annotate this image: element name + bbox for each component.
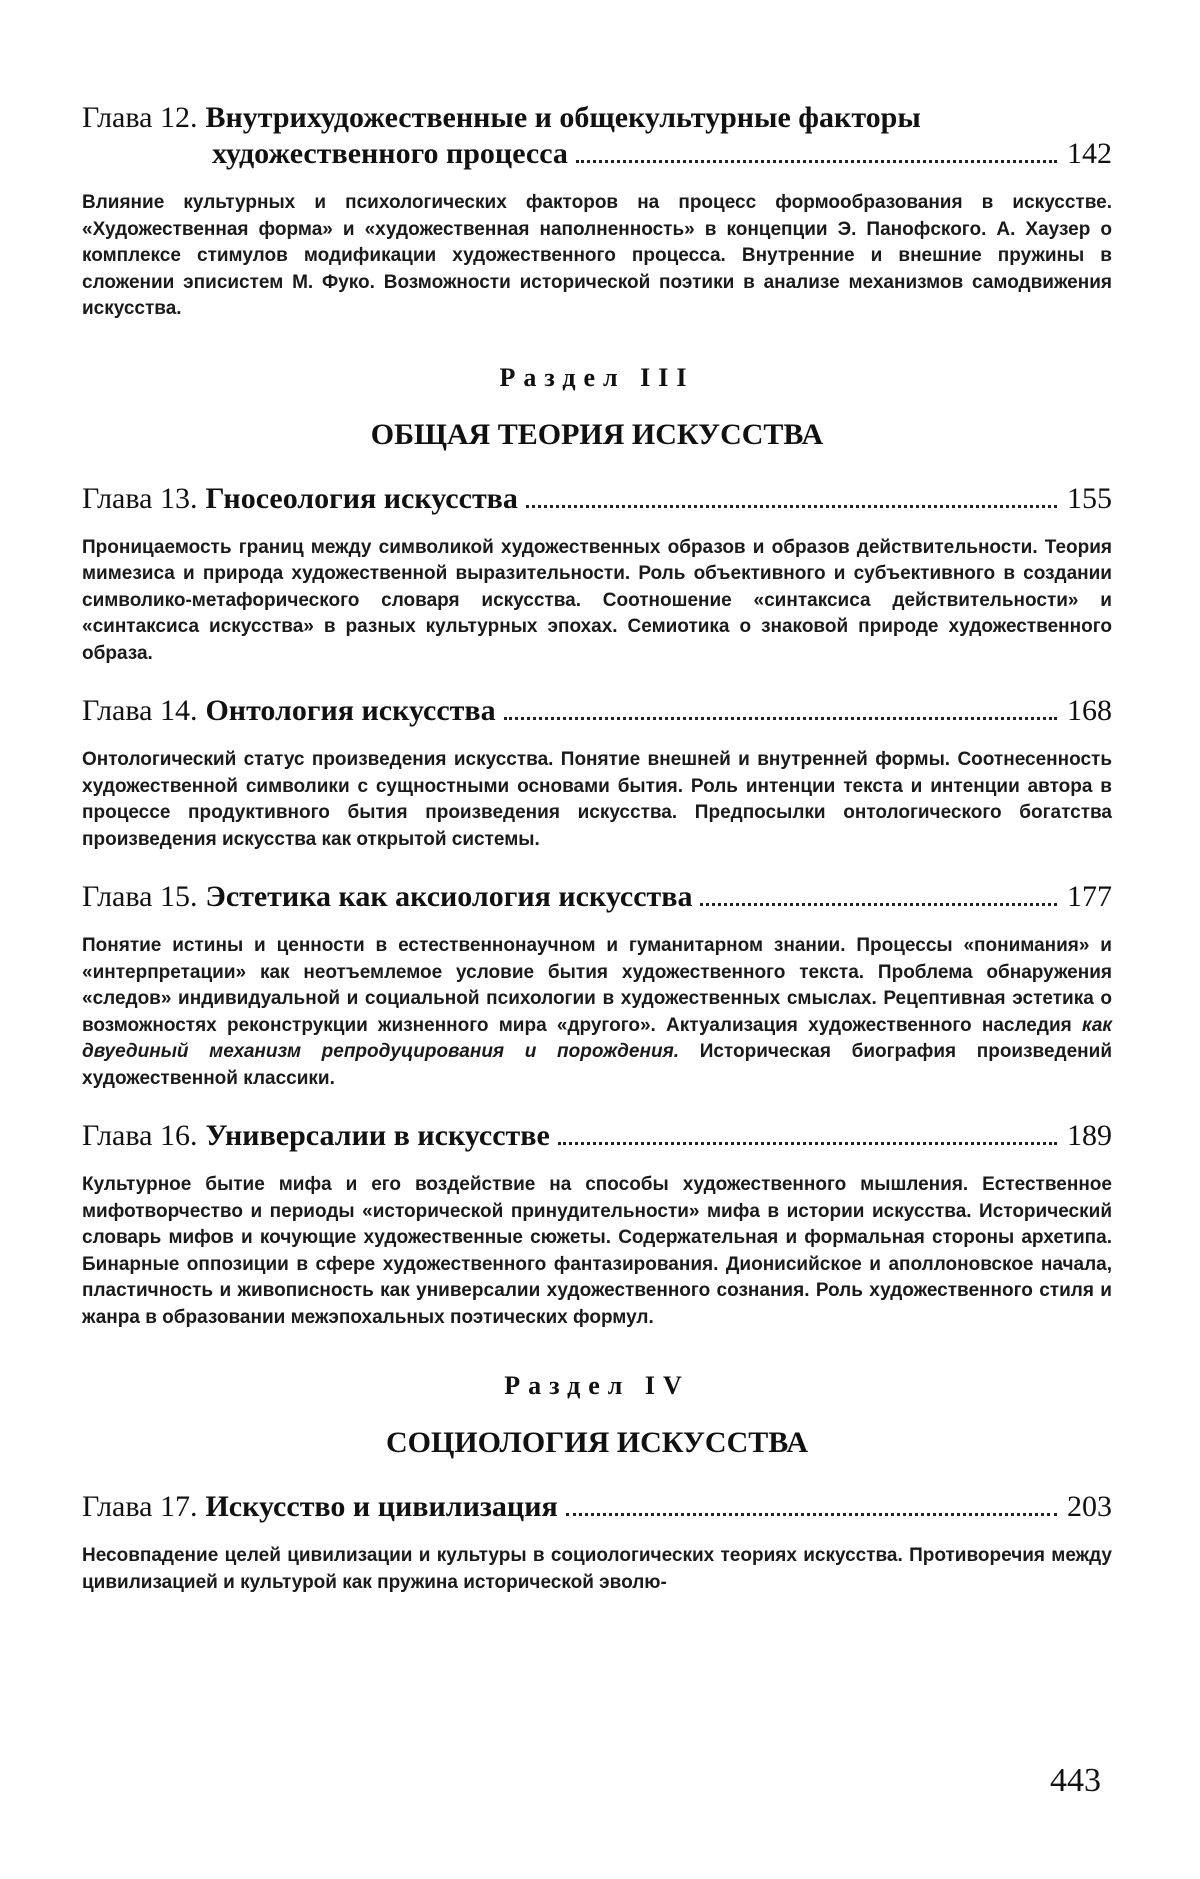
- chapter-16-prefix: Глава 16.: [82, 1119, 198, 1152]
- dot-leader: [576, 160, 1057, 163]
- chapter-12-title-line2: художественного процесса: [212, 137, 568, 170]
- chapter-16: [82, 1118, 1112, 1331]
- chapter-15-heading: [82, 879, 1112, 915]
- dot-leader: [504, 717, 1057, 720]
- chapter-17-prefix: Глава 17.: [82, 1490, 198, 1523]
- chapter-16-page[interactable]: 189: [1067, 1119, 1112, 1152]
- chapter-12-page[interactable]: 142: [1067, 137, 1112, 170]
- chapter-17-description: Несовпадение целей цивилизации и культуры в социологических теориях искусства. Противоречия между цивилизацией и культурой как пружина исторической эволю-: [82, 1545, 1112, 1593]
- chapter-15-description-tail: Историческая биография произведений художественной классики.: [82, 1041, 1113, 1089]
- toc-page: [82, 100, 1112, 1596]
- page-number: 443: [1050, 1762, 1101, 1799]
- chapter-16-heading: [82, 1118, 1112, 1154]
- chapter-14-title: Онтология искусства: [205, 694, 496, 727]
- dot-leader: [558, 1142, 1057, 1145]
- chapter-13-prefix: Глава 13.: [82, 481, 198, 515]
- chapter-13-title: Гносеология искусства: [205, 481, 518, 515]
- chapter-15-description-italic: как двуединый механизм репродуцирования и порождения.: [82, 1014, 1113, 1062]
- section-4-title: СОЦИОЛОГИЯ ИСКУССТВА: [385, 1426, 809, 1459]
- chapter-13-heading: [82, 481, 1112, 517]
- chapter-12-heading-line1: [82, 100, 1112, 136]
- dot-leader: [566, 1513, 1057, 1516]
- chapter-14-heading: [82, 693, 1112, 729]
- chapter-16-title: Универсалии в искусстве: [205, 1119, 550, 1152]
- chapter-12-heading-line2: [82, 136, 1112, 172]
- chapter-14: [82, 693, 1112, 853]
- chapter-15-title: Эстетика как аксиология искусства: [205, 880, 693, 913]
- chapter-17-page[interactable]: 203: [1067, 1490, 1112, 1523]
- chapter-17-title: Искусство и цивилизация: [205, 1490, 558, 1523]
- chapter-13-description: Проницаемость границ между символикой художественных образов и образов действительности. Теория мимезиса и природа художественной выразительности. Роль объективного и субъективного в создании символико-метафорического словаря искусства. Соотношение «синтаксиса действительности» и «синтаксиса искусства» в разных культурных эпохах. Семиотика о знаковой природе художественного образа.: [82, 536, 1112, 664]
- chapter-17-heading: [82, 1489, 1112, 1525]
- chapter-16-description: Культурное бытие мифа и его воздействие на способы художественного мышления. Естественное мифотворчество и периоды «исторической принудительности» мифа в истории искусства. Исторический словарь мифов и кочующие художественные сюжеты. Содержательная и формальная стороны архетипа. Бинарные оппозиции в сфере художественного фантазирования. Дионисийское и аполлоновское начала, пластичность и живописность как универсалии художественного сознания. Роль художественного стиля и жанра в образовании межэпохальных поэтических формул.: [82, 1174, 1112, 1328]
- dot-leader: [700, 903, 1057, 906]
- chapter-15-description: [82, 933, 1112, 1092]
- chapter-13: [82, 481, 1112, 668]
- chapter-15-page[interactable]: 177: [1067, 880, 1112, 913]
- section-4-label: Раздел IV: [504, 1371, 690, 1400]
- chapter-14-page[interactable]: 168: [1067, 694, 1112, 727]
- chapter-12-prefix: Глава 12.: [82, 101, 198, 134]
- chapter-12-title-line1: Внутрихудожественные и общекультурные факторы: [205, 101, 921, 134]
- chapter-12-description: Влияние культурных и психологических факторов на процесс формообразования в искусстве. «Художественная форма» и «художественная наполненность» в концепции Э. Панофского. А. Хаузер о комплексе стимулов модификации художественного процесса. Внутренние и внешние пружины в сложении эписистем М. Фуко. Возможности исторической поэтики в анализе механизмов самодвижения искусства.: [82, 192, 1112, 319]
- chapter-15-prefix: Глава 15.: [82, 880, 198, 913]
- section-3-label: Раздел III: [499, 362, 695, 392]
- chapter-14-description: Онтологический статус произведения искусства. Понятие внешней и внутренней формы. Соотнесенность художественной символики с сущностными основами бытия. Роль интенции текста и интенции автора в процессе продуктивного бытия произведения искусства. Предпосылки онтологического богатства произведения искусства как открытой системы.: [82, 749, 1112, 850]
- chapter-14-prefix: Глава 14.: [82, 694, 198, 727]
- chapter-15-description-plain: Понятие истины и ценности в естественнонаучном и гуманитарном знании. Процессы «понимания» и «интерпретации» как неотъемлемое условие бытия художественного текста. Проблема обнаружения «следов» индивидуальной и социальной психологии в художественных смыслах. Рецептивная эстетика о возможностях реконструкции жизненного мира «другого». Актуализация художественного наследия: [82, 935, 1112, 1036]
- chapter-12: [82, 100, 1112, 323]
- chapter-17: [82, 1489, 1112, 1596]
- chapter-15: [82, 879, 1112, 1092]
- chapter-13-page[interactable]: 155: [1067, 481, 1112, 515]
- dot-leader: [526, 505, 1057, 508]
- section-3-title: ОБЩАЯ ТЕОРИЯ ИСКУССТВА: [370, 417, 824, 451]
